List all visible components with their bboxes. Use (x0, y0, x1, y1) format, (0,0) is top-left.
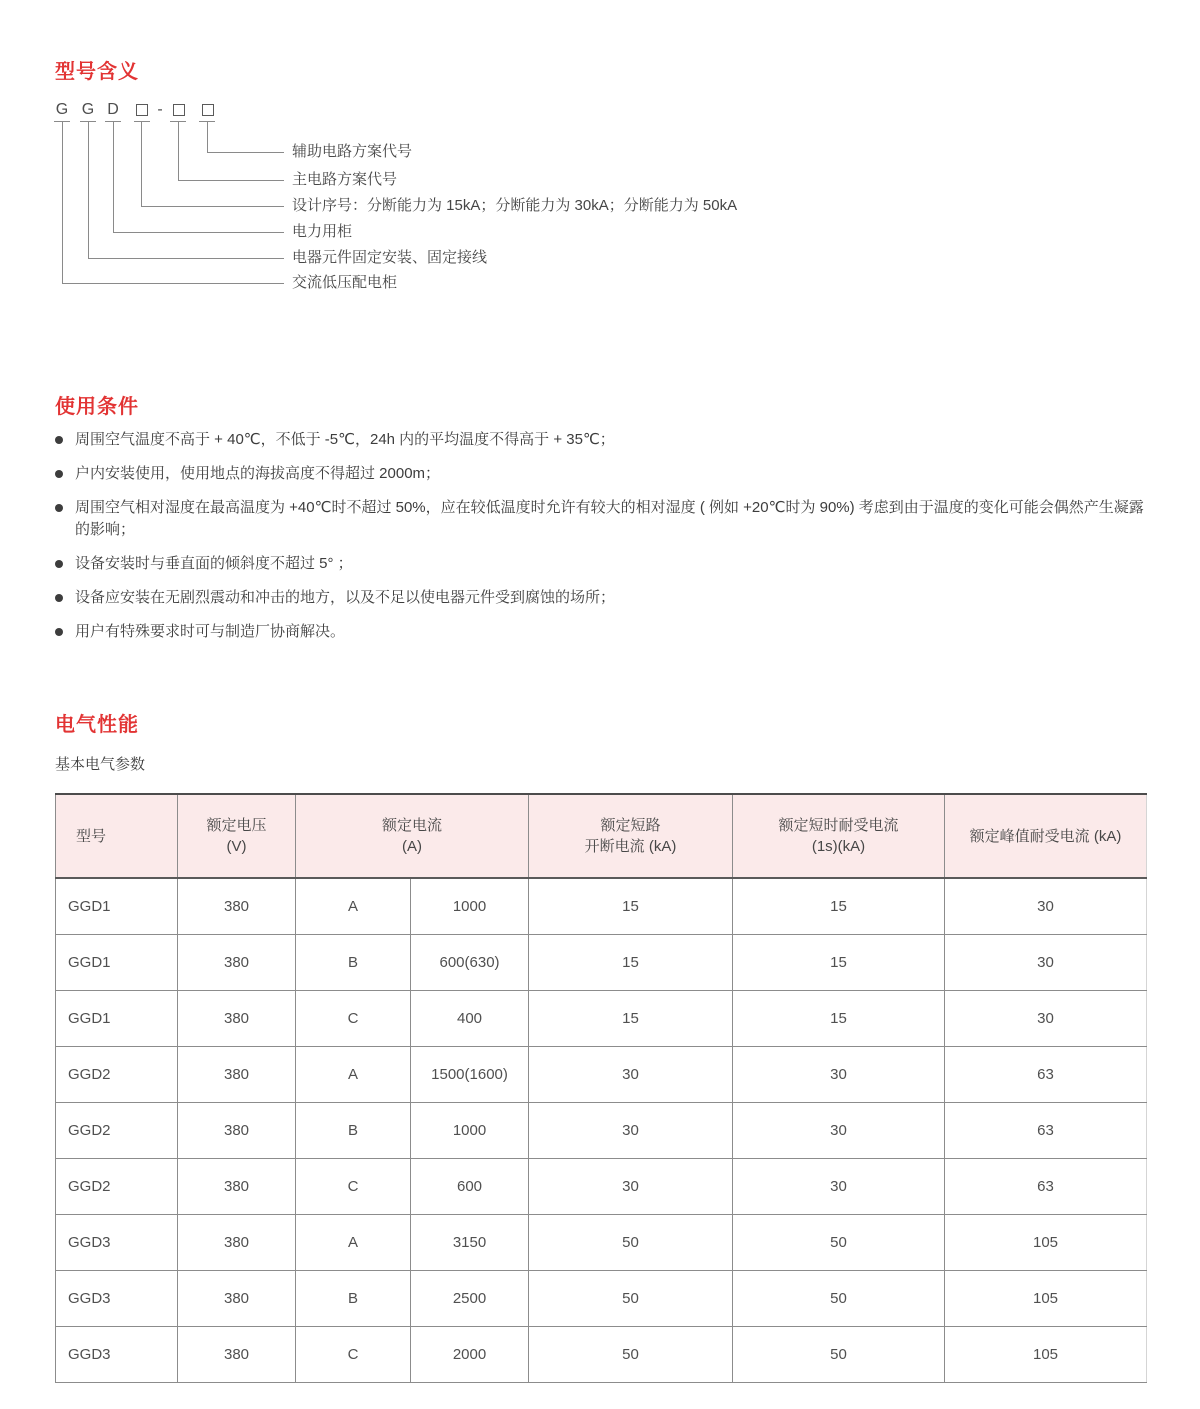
connector-line (113, 232, 284, 233)
code-label-aux-circuit: 辅助电路方案代号 (292, 143, 413, 160)
table-row: GGD1 380 B 600(630) 15 15 30 (56, 935, 1147, 991)
table-row: GGD3 380 A 3150 50 50 105 (56, 1215, 1147, 1271)
model-section-title: 型号含义 (55, 61, 139, 83)
connector-line (178, 121, 179, 180)
connector-line (207, 121, 208, 152)
code-separator-dash: - (157, 101, 163, 118)
model-code-diagram (0, 0, 1200, 320)
table-row: GGD2 380 C 600 30 30 63 (56, 1159, 1147, 1215)
connector-line (88, 121, 89, 258)
col-header-rated-current: 额定电流 (A) (296, 794, 529, 878)
table-header-row (56, 794, 1147, 878)
electrical-section-title: 电气性能 (55, 714, 139, 736)
table-row: GGD1 380 A 1000 15 15 30 (56, 878, 1147, 935)
tick-line (134, 121, 150, 122)
col-header-model: 型号 (56, 794, 178, 878)
connector-line (207, 152, 284, 153)
col-header-peak-withstand: 额定峰值耐受电流 (kA) (945, 794, 1147, 878)
conditions-section-title: 使用条件 (55, 396, 139, 418)
bullet-icon (55, 560, 63, 568)
code-label-main-circuit: 主电路方案代号 (292, 171, 398, 188)
bullet-icon (55, 628, 63, 636)
condition-item (55, 553, 1147, 575)
code-label-power-cabinet: 电力用柜 (292, 223, 353, 240)
condition-text: 周围空气温度不高于 + 40℃，不低于 -5℃，24h 内的平均温度不得高于 + 35℃； (75, 431, 615, 448)
col-header-short-time-withstand: 额定短时耐受电流 (1s)(kA) (733, 794, 945, 878)
condition-text: 设备应安装在无剧烈震动和冲击的地方，以及不足以使电器元件受到腐蚀的场所； (75, 589, 616, 606)
connector-line (113, 121, 114, 232)
condition-item (55, 429, 1147, 451)
code-letter-d: D (107, 101, 119, 118)
bullet-icon (55, 470, 63, 478)
connector-line (62, 283, 284, 284)
col-header-breaking-current: 额定短路 开断电流 (kA) (529, 794, 733, 878)
bullet-icon (55, 504, 63, 512)
condition-text: 用户有特殊要求时可与制造厂协商解决。 (75, 623, 346, 640)
connector-line (62, 121, 63, 283)
code-letter-g2: G (81, 101, 95, 118)
condition-item (55, 497, 1147, 541)
condition-text: 周围空气相对湿度在最高温度为 +40℃时不超过 50%，应在较低温度时允许有较大的相对湿度 ( 例如 +20℃时为 90%) 考虑到由于温度的变化可能会偶然产生凝露的影响； (75, 499, 1144, 538)
electrical-parameters-table (55, 793, 1147, 1383)
connector-line (141, 206, 284, 207)
table-subtitle: 基本电气参数 (55, 756, 146, 773)
condition-text: 设备安装时与垂直面的倾斜度不超过 5° ； (75, 555, 353, 572)
col-header-rated-voltage: 额定电压 (V) (178, 794, 296, 878)
connector-line (178, 180, 284, 181)
condition-item (55, 463, 1147, 485)
code-letter-g1: G (55, 101, 69, 118)
table-row: GGD1 380 C 400 15 15 30 (56, 991, 1147, 1047)
bullet-icon (55, 594, 63, 602)
code-label-design-serial: 设计序号：分断能力为 15kA；分断能力为 30kA；分断能力为 50kA (292, 197, 738, 214)
condition-item (55, 587, 1147, 609)
code-label-fixed-mounting: 电器元件固定安装、固定接线 (292, 249, 488, 266)
table-row: GGD2 380 B 1000 30 30 63 (56, 1103, 1147, 1159)
code-placeholder-box-2 (173, 104, 185, 116)
condition-item (55, 621, 1147, 643)
code-placeholder-box-3 (202, 104, 214, 116)
condition-text: 户内安装使用，使用地点的海拔高度不得超过 2000m； (75, 465, 441, 482)
table-row: GGD2 380 A 1500(1600) 30 30 63 (56, 1047, 1147, 1103)
code-label-ac-lv-cabinet: 交流低压配电柜 (292, 274, 398, 291)
table-row: GGD3 380 C 2000 50 50 105 (56, 1327, 1147, 1383)
table-row: GGD3 380 B 2500 50 50 105 (56, 1271, 1147, 1327)
bullet-icon (55, 436, 63, 444)
conditions-list (55, 429, 1147, 655)
connector-line (141, 121, 142, 206)
connector-line (88, 258, 284, 259)
code-placeholder-box-1 (136, 104, 148, 116)
